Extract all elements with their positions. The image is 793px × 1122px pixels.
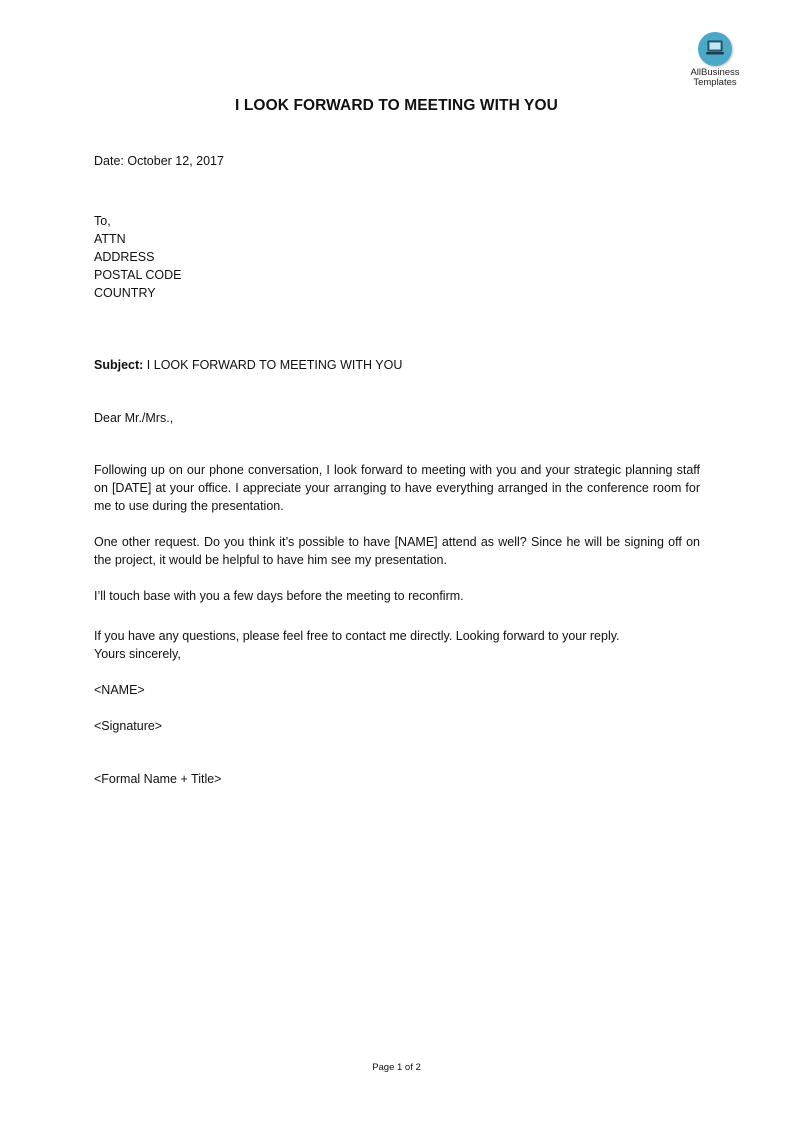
recipient-attn: ATTN — [94, 232, 126, 246]
formal-name-placeholder: <Formal Name + Title> — [94, 772, 222, 786]
name-placeholder: <NAME> — [94, 683, 145, 697]
body-paragraph-4: If you have any questions, please feel free to contact me directly. Looking forward to your reply. — [94, 629, 620, 643]
signature-placeholder: <Signature> — [94, 719, 163, 733]
page-number: Page 1 of 2 — [372, 1062, 421, 1073]
subject-text: I LOOK FORWARD TO MEETING WITH YOU — [146, 358, 403, 372]
recipient-to: To, — [94, 214, 111, 228]
closing: Yours sincerely, — [94, 647, 181, 661]
body-paragraph-2: One other request. Do you think it’s possible to have [NAME] attend as well? Since he will be signing off on the project, it would be helpful to have him see my presentation. — [94, 535, 700, 567]
logo — [683, 32, 747, 88]
recipient-block — [94, 212, 182, 302]
subject-line — [94, 356, 402, 374]
logo-text-line1: AllBusiness — [690, 67, 740, 78]
logo-badge — [698, 32, 732, 66]
salutation: Dear Mr./Mrs., — [94, 411, 174, 425]
logo-text-line2: Templates — [693, 77, 737, 88]
document-title: I LOOK FORWARD TO MEETING WITH YOU — [235, 97, 558, 114]
recipient-postal-code: POSTAL CODE — [94, 268, 182, 282]
recipient-country: COUNTRY — [94, 286, 156, 300]
subject-label: Subject: — [94, 358, 144, 372]
laptop-icon — [705, 40, 725, 57]
body-paragraph-1: Following up on our phone conversation, I look forward to meeting with you and your strategic planning staff on [DATE] at your office. I appreciate your arranging to have everything arranged in the conference room for me to use during the presentation. — [94, 463, 700, 513]
body-paragraph-3: I’ll touch base with you a few days before the meeting to reconfirm. — [94, 589, 464, 603]
recipient-address: ADDRESS — [94, 250, 155, 264]
date-line: Date: October 12, 2017 — [94, 154, 224, 168]
